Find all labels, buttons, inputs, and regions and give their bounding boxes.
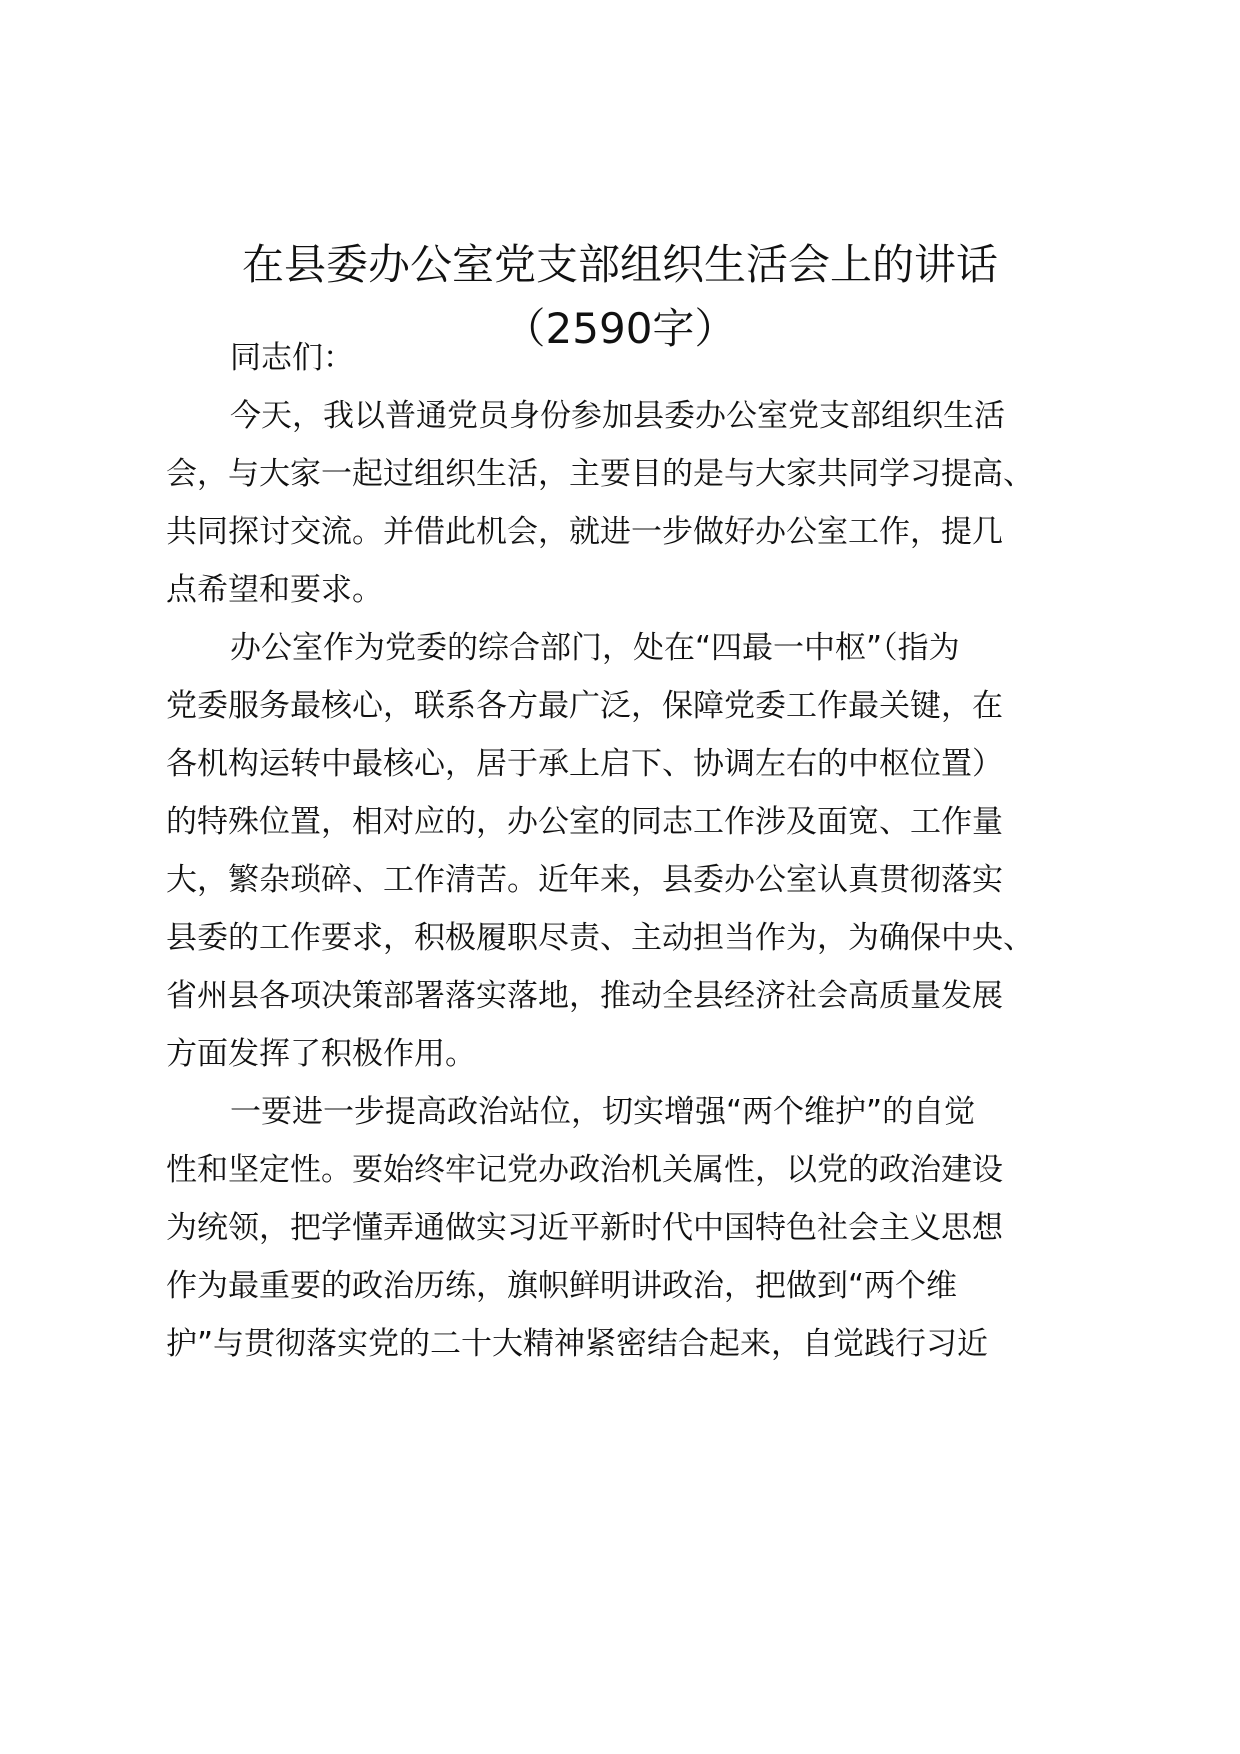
document-word-count: （2590字） [503,304,737,353]
paragraph-3-line-4: 作为最重要的政治历练，旗帜鲜明讲政治，把做到“两个维 [166,1268,958,1304]
paragraph-2-line-2: 党委服务最核心，联系各方最广泛，保障党委工作最关键，在 [166,688,1003,724]
paragraph-2-line-5: 大，繁杂琐碎、工作清苦。近年来，县委办公室认真贯彻落实 [166,862,1003,898]
document-title: 在县委办公室党支部组织生活会上的讲话 [241,240,998,289]
paragraph-2-line-8: 方面发挥了积极作用。 [166,1036,476,1072]
paragraph-2-line-7: 省州县各项决策部署落实落地，推动全县经济社会高质量发展 [166,978,1003,1014]
paragraph-1-line-4: 点希望和要求。 [166,572,383,608]
paragraph-1-line-1: 今天，我以普通党员身份参加县委办公室党支部组织生活 [230,398,1005,434]
paragraph-1-line-3: 共同探讨交流。并借此机会，就进一步做好办公室工作，提几 [166,514,1003,550]
paragraph-2-line-1: 办公室作为党委的综合部门，处在“四最一中枢”（指为 [230,630,960,666]
greeting: 同志们： [230,340,354,376]
paragraph-3-line-5: 护”与贯彻落实党的二十大精神紧密结合起来，自觉践行习近 [166,1326,989,1362]
paragraph-2-line-4: 的特殊位置，相对应的，办公室的同志工作涉及面宽、工作量 [166,804,1003,840]
paragraph-2-line-3: 各机构运转中最核心，居于承上启下、协调左右的中枢位置） [166,746,1003,782]
paragraph-2-line-6: 县委的工作要求，积极履职尽责、主动担当作为，为确保中央、 [166,920,1034,956]
paragraph-3-line-2: 性和坚定性。要始终牢记党办政治机关属性，以党的政治建设 [166,1152,1003,1188]
paragraph-3-line-3: 为统领，把学懂弄通做实习近平新时代中国特色社会主义思想 [166,1210,1003,1246]
paragraph-1-line-2: 会，与大家一起过组织生活，主要目的是与大家共同学习提高、 [166,456,1034,492]
paragraph-3-line-1: 一要进一步提高政治站位，切实增强“两个维护”的自觉 [230,1094,976,1130]
